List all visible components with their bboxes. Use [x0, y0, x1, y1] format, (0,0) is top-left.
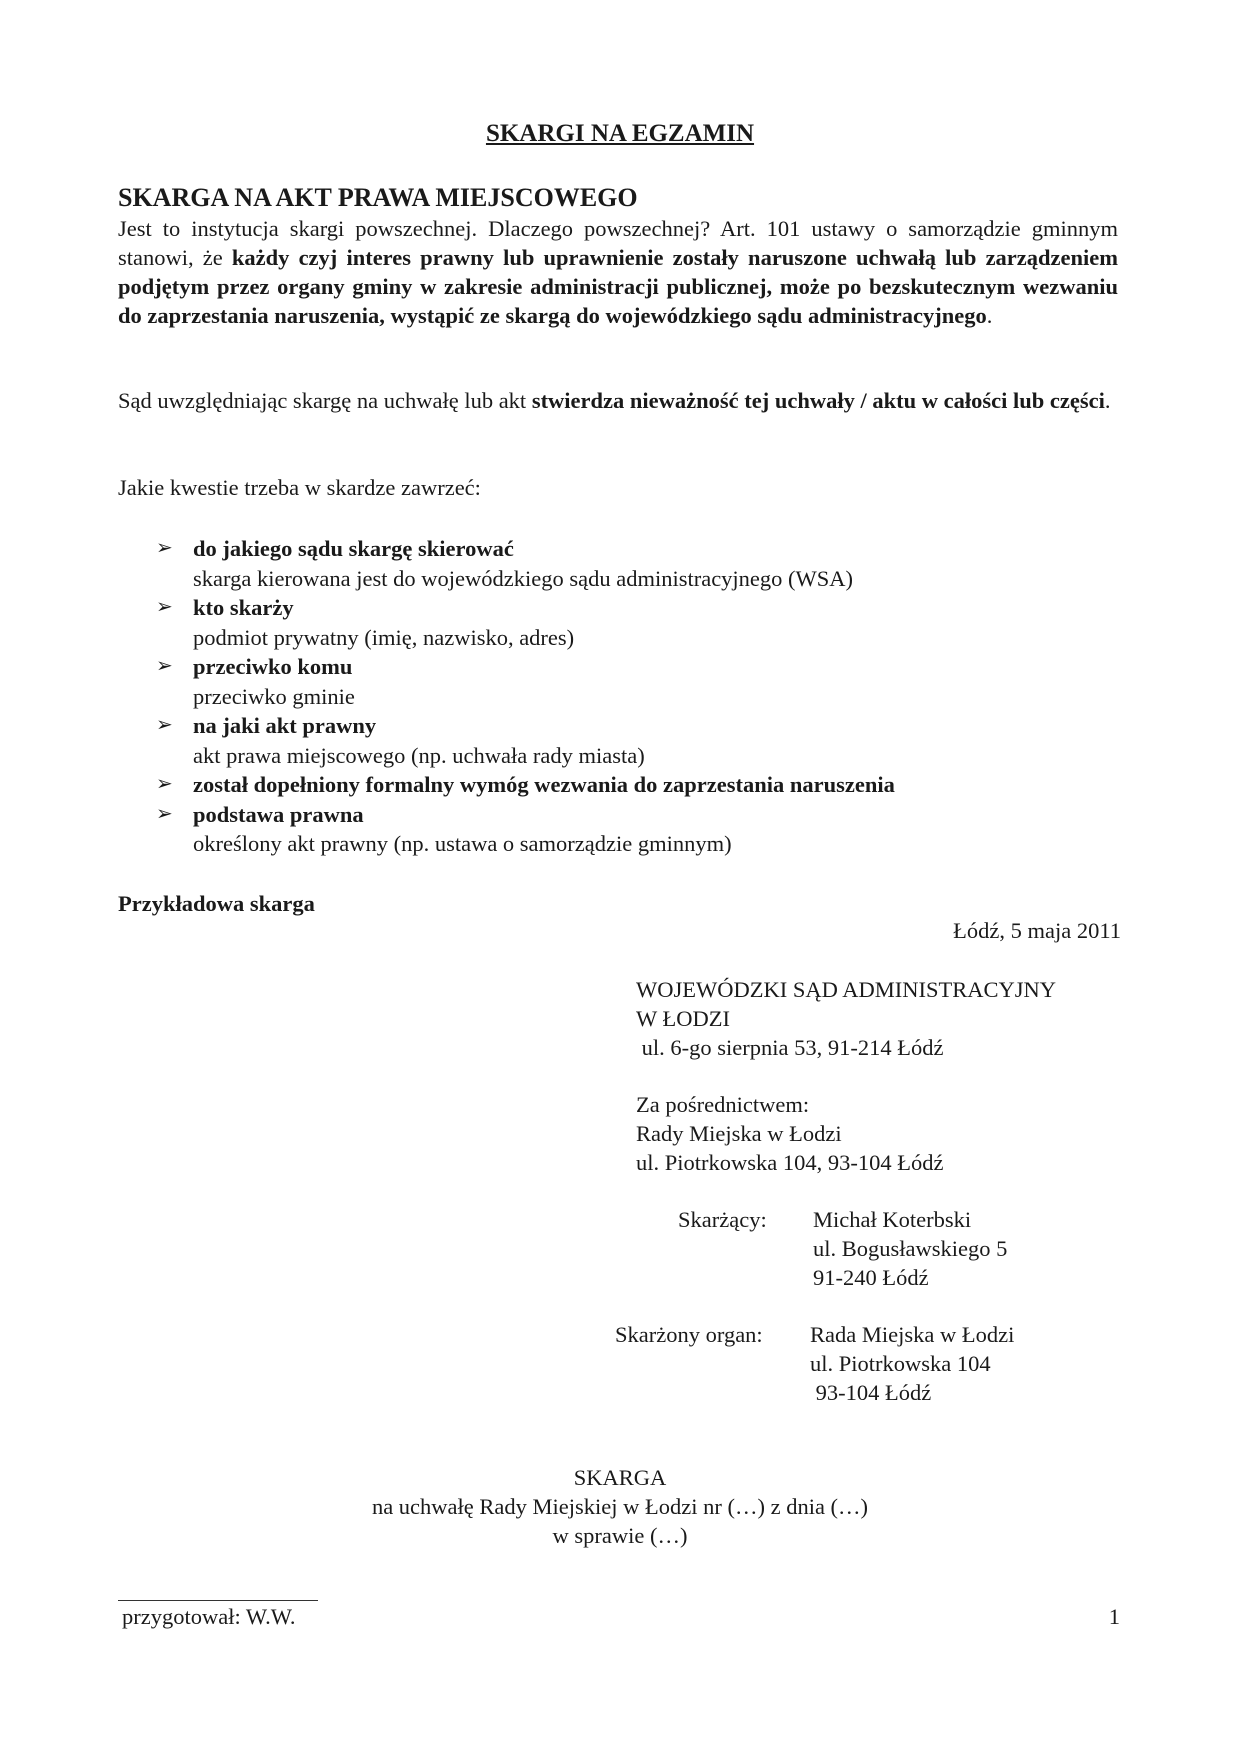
list-item [156, 534, 1116, 593]
list-item [156, 711, 1116, 770]
list-item-label: kto skarży [193, 595, 294, 620]
complainant-name: Michał Koterbski [813, 1207, 972, 1232]
list-item [156, 800, 1116, 859]
respondent-city: 93-104 Łódź [810, 1380, 932, 1405]
arrow-bullet-icon: ➢ [156, 596, 173, 618]
list-item-label: przeciwko komu [193, 654, 353, 679]
court-name: WOJEWÓDZKI SĄD ADMINISTRACYJNY [636, 977, 1056, 1002]
footer-author: przygotował: W.W. [122, 1604, 296, 1629]
via-name: Rady Miejska w Łodzi [636, 1121, 842, 1146]
list-item-label: został dopełniony formalny wymóg wezwania do zaprzestania naruszenia [193, 772, 895, 797]
via-label: Za pośrednictwem: [636, 1092, 810, 1117]
via-street: ul. Piotrkowska 104, 93-104 Łódź [636, 1150, 944, 1175]
arrow-bullet-icon: ➢ [156, 773, 173, 795]
complaint-title: SKARGA [573, 1465, 667, 1490]
paragraph-end: . [986, 303, 993, 328]
arrow-bullet-icon: ➢ [156, 537, 173, 559]
paragraph-intro: Sąd uwzględniając skargę na uchwałę lub akt [118, 388, 532, 413]
court-city: W ŁODZI [636, 1006, 730, 1031]
complainant-city: 91-240 Łódź [813, 1265, 929, 1290]
list-item-label: na jaki akt prawny [193, 713, 377, 738]
complaint-matter: w sprawie (…) [552, 1523, 688, 1548]
list-item [156, 593, 1116, 652]
footer-divider [118, 1600, 318, 1601]
court-address [636, 975, 1056, 1062]
complainant-label: Skarżący: [678, 1207, 767, 1232]
list-item-desc: określony akt prawny (np. ustawa o samorządzie gminnym) [193, 831, 732, 856]
paragraph-questions: Jakie kwestie trzeba w skardze zawrzeć: [118, 475, 481, 500]
list-item-desc: skarga kierowana jest do wojewódzkiego sądu administracyjnego (WSA) [193, 565, 854, 591]
list-item-desc: przeciwko gminie [193, 683, 355, 709]
list-item [156, 652, 1116, 711]
paragraph-legal-basis [118, 214, 1118, 330]
page-number: 1 [1108, 1604, 1120, 1629]
paragraph-intro: Jest to instytucja skargi powszechnej. Dlaczego powszechnej? Art. 101 ustawy o samorządzie gminnym stanowi, że [118, 216, 1118, 270]
respondent-label: Skarżony organ: [615, 1322, 763, 1347]
complaint-title-block [0, 1463, 1240, 1550]
paragraph-end: . [1104, 388, 1111, 413]
complainant-street: ul. Bogusławskiego 5 [813, 1236, 1008, 1261]
intermediary-address [636, 1090, 943, 1177]
respondent-street: ul. Piotrkowska 104 [810, 1351, 991, 1376]
list-item-desc: podmiot prywatny (imię, nazwisko, adres) [193, 624, 575, 650]
arrow-bullet-icon: ➢ [156, 655, 173, 677]
court-street: ul. 6-go sierpnia 53, 91-214 Łódź [636, 1035, 944, 1060]
list-item-label: do jakiego sądu skargę skierować [193, 536, 514, 561]
list-item [156, 770, 1116, 800]
paragraph-bold: każdy czyj interes prawny lub uprawnienie zostały naruszone uchwałą lub zarządzeniem podjętym przez organy gminy w zakresie administracji publicznej, może po bezskutecznym wezwaniu do zaprzestania naruszenia, wystąpić ze skargą do wojewódzkiego sądu administracyjnego [118, 245, 1119, 328]
paragraph-bold: stwierdza nieważność tej uchwały / aktu w całości lub części [531, 388, 1105, 413]
list-item-desc: akt prawa miejscowego (np. uchwała rady miasta) [193, 742, 645, 768]
paragraph-court-decision [118, 386, 1118, 415]
arrow-bullet-icon: ➢ [156, 802, 173, 825]
document-title: SKARGI NA EGZAMIN [485, 120, 755, 147]
complainant-details [813, 1205, 1007, 1292]
place-date: Łódź, 5 maja 2011 [953, 918, 1121, 943]
complaint-subject: na uchwałę Rady Miejskiej w Łodzi nr (…) z dnia (…) [371, 1494, 869, 1519]
example-heading: Przykładowa skarga [118, 891, 315, 916]
requirements-list [156, 534, 1116, 859]
respondent-name: Rada Miejska w Łodzi [810, 1322, 1015, 1347]
arrow-bullet-icon: ➢ [156, 714, 173, 736]
respondent-details [810, 1320, 1014, 1407]
list-item-label: podstawa prawna [193, 801, 364, 827]
section-heading: SKARGA NA AKT PRAWA MIEJSCOWEGO [118, 183, 638, 212]
